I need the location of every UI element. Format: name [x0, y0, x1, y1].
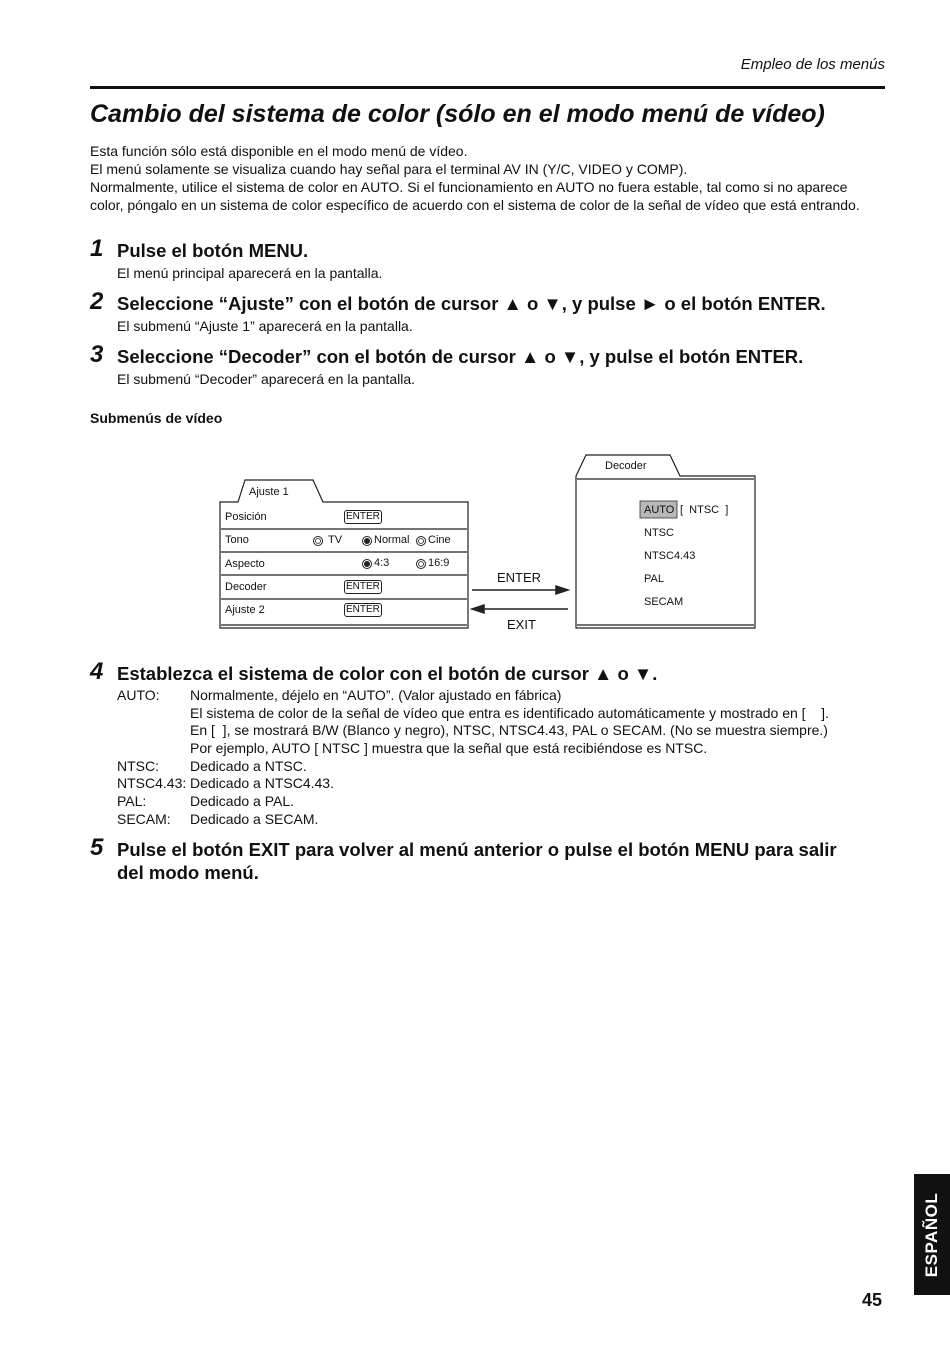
definition-value: Normalmente, déjelo en “AUTO”. (Valor ajustado en fábrica) [190, 687, 562, 703]
decoder-item: NTSC [644, 527, 674, 539]
definition-key: PAL: [117, 793, 147, 809]
enter-button: ENTER [346, 581, 380, 592]
enter-arrow-label: ENTER [497, 570, 542, 585]
decoder-selected-item: AUTO [644, 504, 675, 516]
definition-value: Dedicado a PAL. [190, 793, 295, 809]
submenus-heading: Submenús de vídeo [90, 410, 223, 426]
step-number: 1 [90, 235, 104, 262]
language-label: ESPAÑOL [922, 1192, 941, 1277]
menu-row-label: Posición [225, 511, 267, 523]
section-header: Empleo de los menús [740, 56, 885, 73]
definition-value: El sistema de color de la señal de vídeo que entra es identificado automáticamente y mostrado en [ ]. [190, 705, 829, 721]
page-number: 45 [862, 1290, 883, 1310]
radio-option: 16:9 [428, 557, 450, 569]
decoder-detected-system: [ NTSC ] [680, 504, 729, 516]
step-title: Pulse el botón EXIT para volver al menú anterior o pulse el botón MENU para salir [117, 839, 837, 860]
definition-value: Dedicado a SECAM. [190, 811, 319, 827]
definition-key: NTSC: [117, 758, 159, 774]
definition-key: NTSC4.43: [117, 775, 187, 791]
definition-value: En [ ], se mostrará B/W (Blanco y negro), NTSC, NTSC4.43, PAL o SECAM. (No se muestra siempre.) [190, 722, 828, 738]
decoder-item: SECAM [644, 596, 684, 608]
enter-button: ENTER [346, 604, 380, 615]
ajuste-tab-label: Ajuste 1 [249, 486, 289, 498]
intro-line: Normalmente, utilice el sistema de color en AUTO. Si el funcionamiento en AUTO no fuera estable, tal como si no aparece [90, 179, 848, 195]
radio-option: 4:3 [374, 557, 390, 569]
step-number: 5 [90, 834, 104, 861]
menu-row-label: Tono [225, 534, 249, 546]
menu-row-label: Ajuste 2 [225, 604, 265, 616]
menu-row-label: Decoder [225, 581, 267, 593]
radio-option: Normal [374, 534, 410, 546]
step-title-continued: del modo menú. [117, 862, 259, 883]
step-title: Seleccione “Ajuste” con el botón de cursor ▲ o ▼, y pulse ► o el botón ENTER. [117, 293, 826, 314]
step-title: Establezca el sistema de color con el botón de cursor ▲ o ▼. [117, 663, 658, 684]
enter-exit-arrows [472, 586, 568, 613]
definition-value: Dedicado a NTSC4.43. [190, 775, 334, 791]
step-title: Seleccione “Decoder” con el botón de cursor ▲ o ▼, y pulse el botón ENTER. [117, 346, 804, 367]
decoder-tab-label: Decoder [605, 460, 647, 472]
menu-diagram [0, 440, 950, 640]
language-tab [914, 1174, 950, 1295]
step-number: 3 [90, 341, 104, 368]
step-number: 2 [90, 288, 104, 315]
definition-value: Por ejemplo, AUTO [ NTSC ] muestra que la señal que está recibiéndose es NTSC. [190, 740, 708, 756]
step-subtext: El submenú “Ajuste 1” aparecerá en la pantalla. [117, 318, 413, 334]
header-rule [90, 86, 885, 89]
step-number: 4 [90, 658, 104, 685]
radio-option: TV [328, 534, 343, 546]
page-title: Cambio del sistema de color (sólo en el modo menú de vídeo) [90, 100, 825, 128]
decoder-item: NTSC4.43 [644, 550, 696, 562]
step-title: Pulse el botón MENU. [117, 240, 309, 261]
definition-key: SECAM: [117, 811, 171, 827]
enter-button: ENTER [346, 511, 380, 522]
definition-value: Dedicado a NTSC. [190, 758, 307, 774]
intro-text [90, 142, 890, 214]
intro-line: color, póngalo en un sistema de color específico de acuerdo con el sistema de color de la señal de vídeo que está entrando. [90, 197, 860, 213]
exit-arrow-label: EXIT [507, 617, 536, 632]
step-subtext: El submenú “Decoder” aparecerá en la pantalla. [117, 371, 416, 387]
menu-row-label: Aspecto [225, 558, 265, 570]
decoder-item: PAL [644, 573, 664, 585]
definition-key: AUTO: [117, 687, 160, 703]
intro-line: El menú solamente se visualiza cuando hay señal para el terminal AV IN (Y/C, VIDEO y COMP). [90, 161, 688, 177]
step-subtext: El menú principal aparecerá en la pantalla. [117, 265, 383, 281]
radio-option: Cine [428, 534, 451, 546]
intro-line: Esta función sólo está disponible en el modo menú de vídeo. [90, 143, 468, 159]
